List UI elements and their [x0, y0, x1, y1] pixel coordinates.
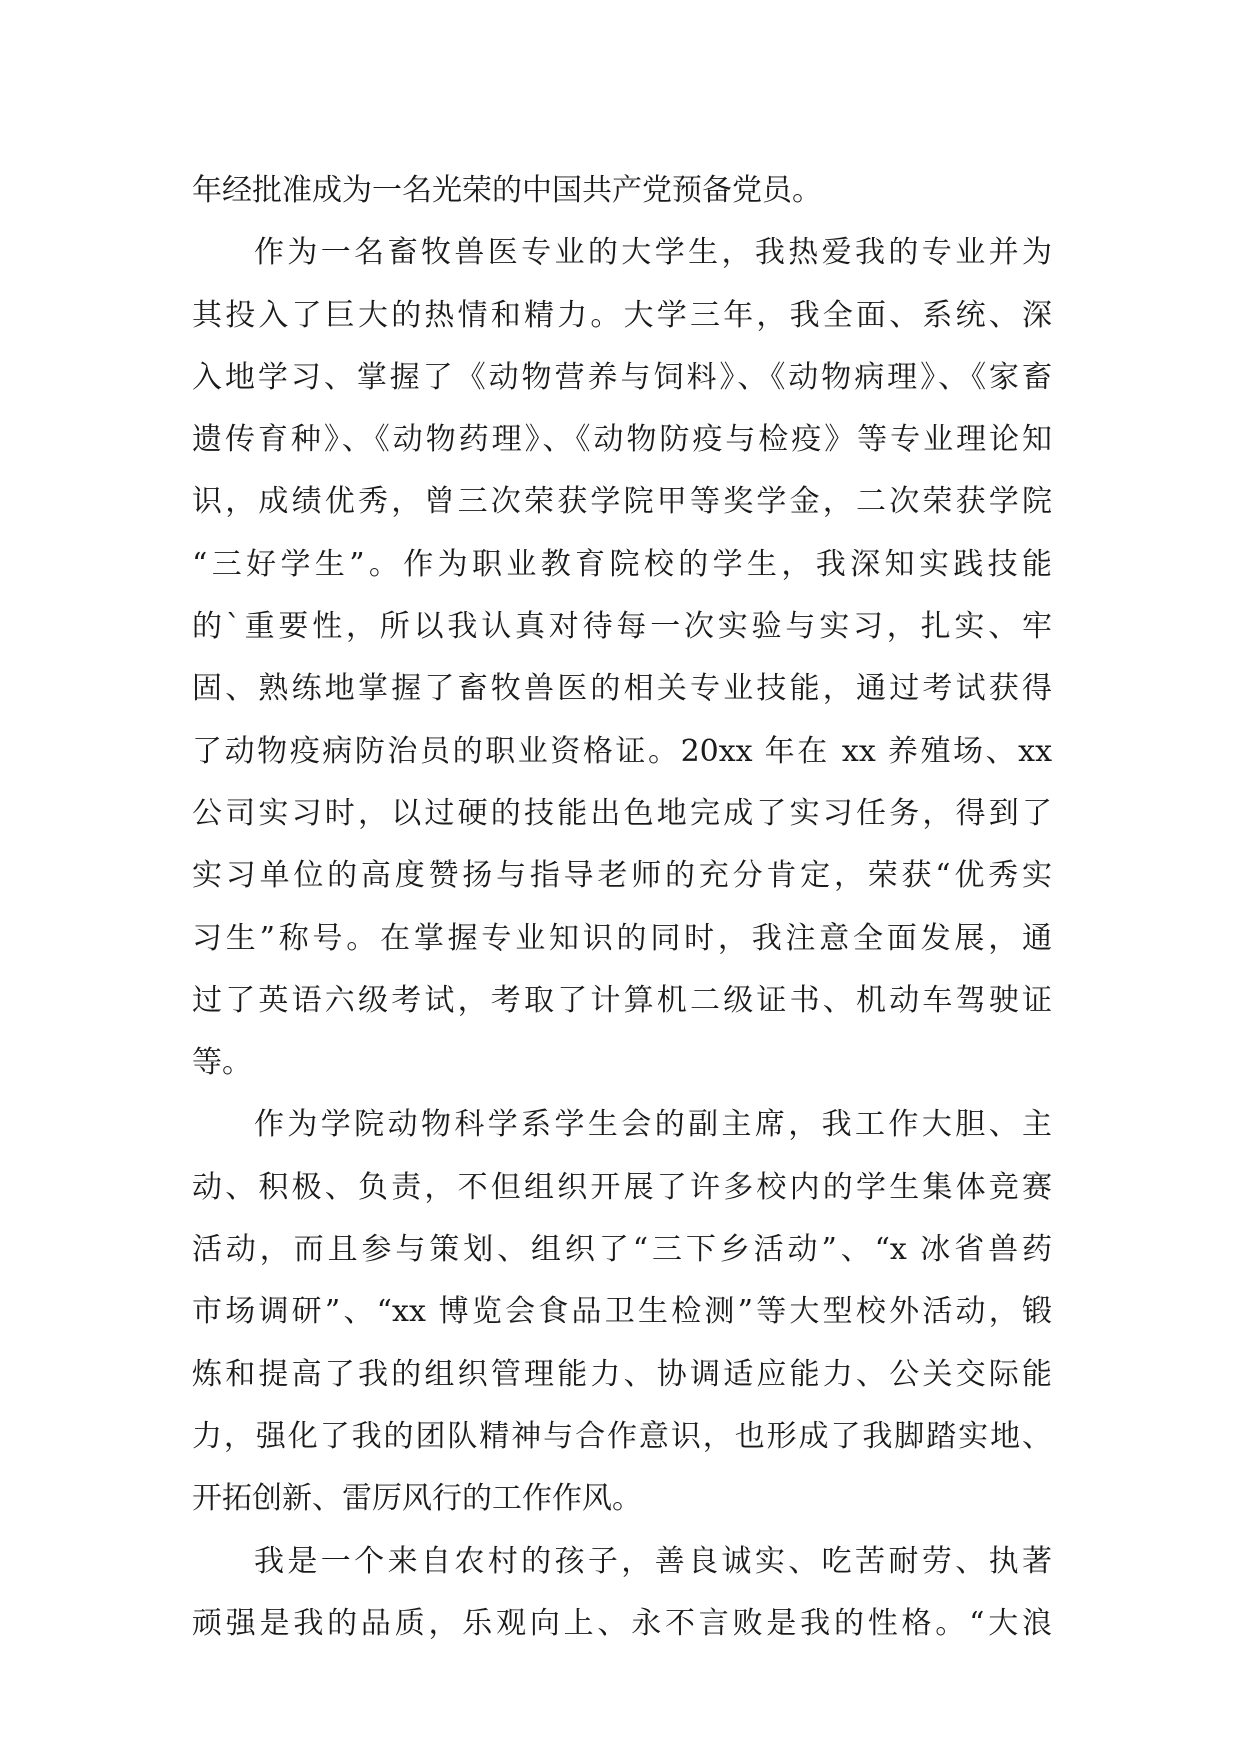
- text-line: 顽强是我的品质，乐观向上、永不言败是我的性格。“大浪: [192, 1605, 1052, 1641]
- text-line: 等。: [192, 1045, 252, 1081]
- text-line: 过了英语六级考试，考取了计算机二级证书、机动车驾驶证: [192, 982, 1052, 1018]
- text-line: 实习单位的高度赞扬与指导老师的充分肯定，荣获“优秀实: [192, 858, 1052, 894]
- text-line: 遗传育种》、《动物药理》、《动物防疫与检疫》等专业理论知: [192, 422, 1052, 458]
- text-line: 了动物疫病防治员的职业资格证。20xx 年在 xx 养殖场、xx: [192, 733, 1052, 769]
- text-line: 识，成绩优秀，曾三次荣获学院甲等奖学金，二次荣获学院: [192, 484, 1052, 520]
- text-line: 炼和提高了我的组织管理能力、协调适应能力、公关交际能: [192, 1356, 1052, 1392]
- text-line: 习生”称号。在掌握专业知识的同时，我注意全面发展，通: [192, 920, 1052, 956]
- text-line: 市场调研”、“xx 博览会食品卫生检测”等大型校外活动，锻: [192, 1294, 1052, 1330]
- body-text: [192, 160, 1052, 1655]
- paragraph-first-line: 我是一个来自农村的孩子，善良诚实、吃苦耐劳、执著: [254, 1543, 1052, 1579]
- text-line: 活动，而且参与策划、组织了“三下乡活动”、“x 冰省兽药: [192, 1232, 1052, 1268]
- text-line: 力，强化了我的团队精神与合作意识，也形成了我脚踏实地、: [192, 1418, 1052, 1454]
- text-line: 公司实习时，以过硬的技能出色地完成了实习任务，得到了: [192, 795, 1052, 831]
- text-line: 动、积极、负责，不但组织开展了许多校内的学生集体竞赛: [192, 1169, 1052, 1205]
- text-line: 入地学习、掌握了《动物营养与饲料》、《动物病理》、《家畜: [192, 359, 1052, 395]
- text-line: 固、熟练地掌握了畜牧兽医的相关专业技能，通过考试获得: [192, 671, 1052, 707]
- paragraph-first-line: 作为一名畜牧兽医专业的大学生，我热爱我的专业并为: [254, 235, 1052, 271]
- text-line: 年经批准成为一名光荣的中国共产党预备党员。: [192, 173, 822, 208]
- text-line: 其投入了巨大的热情和精力。大学三年，我全面、系统、深: [192, 297, 1052, 333]
- text-line: 的`重要性，所以我认真对待每一次实验与实习，扎实、牢: [192, 609, 1052, 645]
- paragraph-first-line: 作为学院动物科学系学生会的副主席，我工作大胆、主: [254, 1107, 1052, 1143]
- text-line: 开拓创新、雷厉风行的工作作风。: [192, 1481, 642, 1517]
- text-line: “三好学生”。作为职业教育院校的学生，我深知实践技能: [192, 546, 1052, 582]
